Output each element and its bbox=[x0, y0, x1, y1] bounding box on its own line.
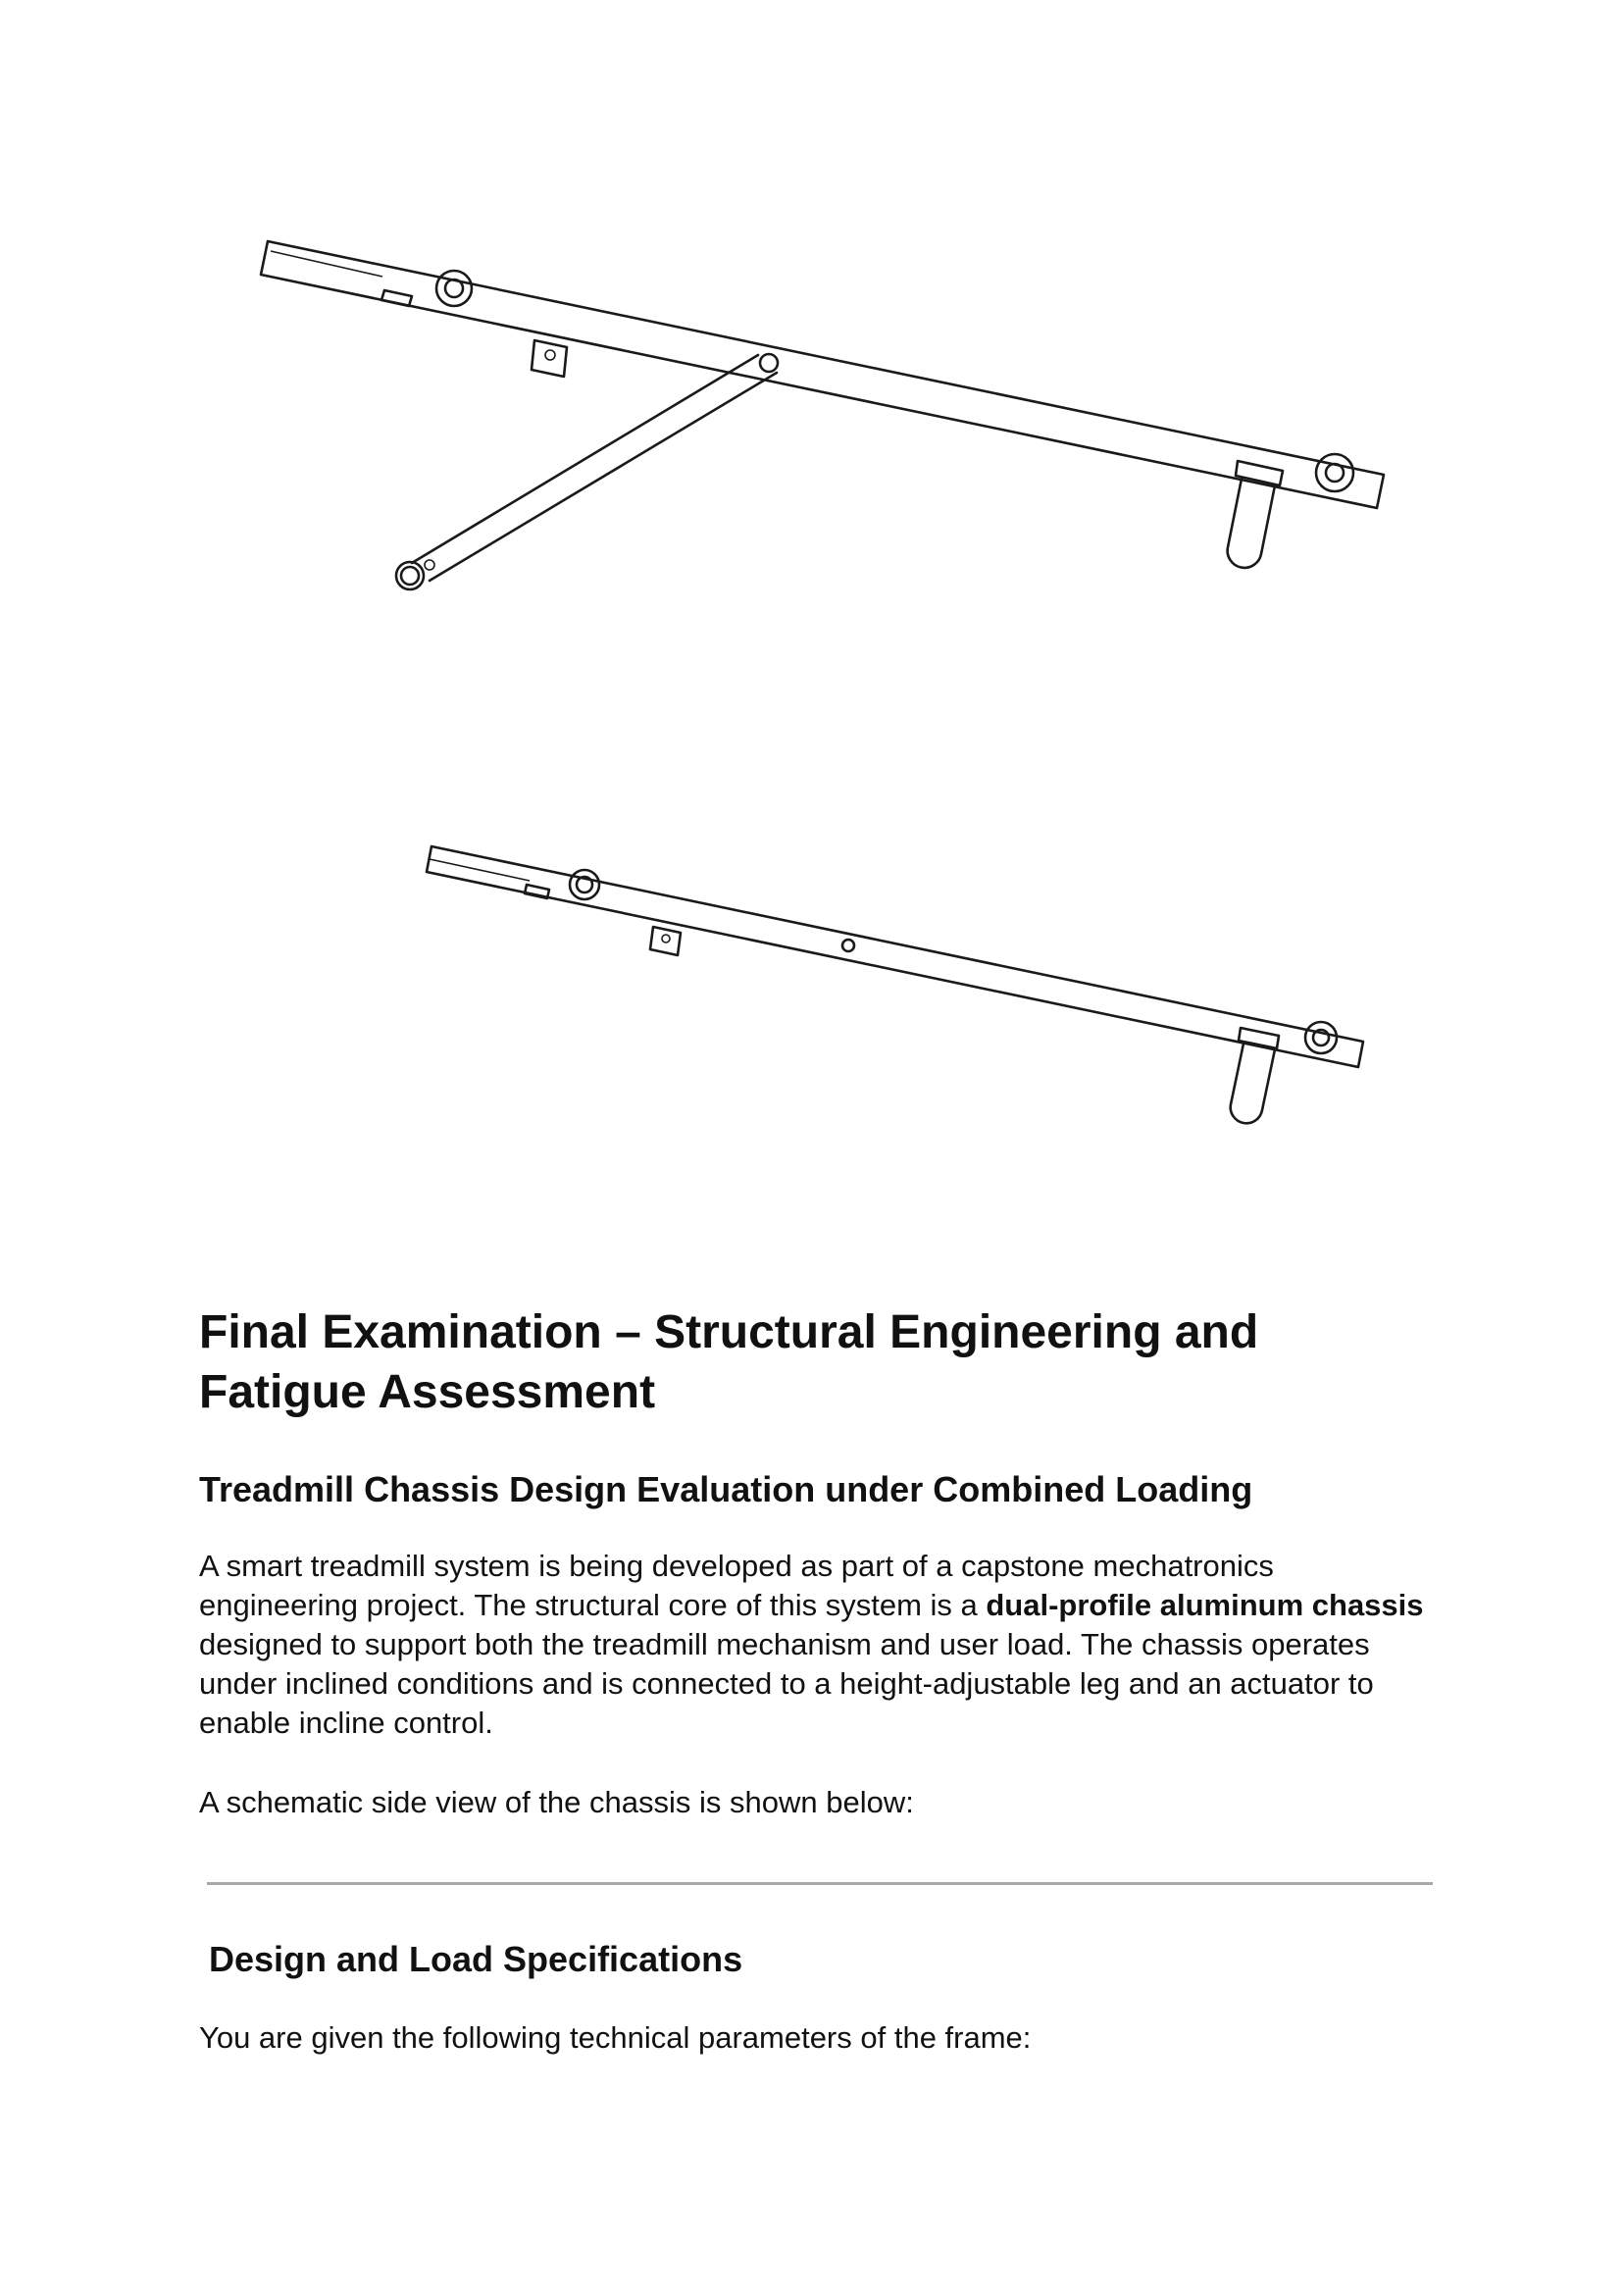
actuator-arm bbox=[396, 354, 778, 589]
intro-text-bold: dual-profile aluminum chassis bbox=[986, 1588, 1424, 1622]
chassis-rail bbox=[427, 846, 1363, 1067]
bracket bbox=[650, 927, 681, 955]
intro-text-start: A smart treadmill system is being developed as part of a capstone mechatronics engineering project. The structural core of this system is a bbox=[199, 1549, 1274, 1622]
pivot-left bbox=[570, 870, 599, 899]
intro-text-end: designed to support both the treadmill mechanism and user load. The chassis operates under inclined conditions and is connected to a height-adjustable leg and an actuator to enable incline control. bbox=[199, 1627, 1374, 1740]
adjustable-leg bbox=[1228, 461, 1283, 568]
pivot-right bbox=[1316, 454, 1353, 491]
rail-tab bbox=[381, 290, 412, 306]
section-divider bbox=[207, 1882, 1433, 1885]
center-hole bbox=[842, 940, 854, 951]
section-heading: Design and Load Specifications bbox=[209, 1939, 743, 1979]
subtitle: Treadmill Chassis Design Evaluation under Combined Loading bbox=[199, 1469, 1253, 1509]
chassis-drawing-with-actuator bbox=[0, 216, 1624, 608]
chassis-rail bbox=[261, 241, 1384, 508]
schematic-caption: A schematic side view of the chassis is shown below: bbox=[199, 1785, 914, 1819]
given-text: You are given the following technical parameters of the frame: bbox=[199, 2020, 1032, 2055]
bracket bbox=[532, 340, 567, 377]
pivot-right bbox=[1305, 1022, 1337, 1053]
chassis-drawing-without-actuator bbox=[0, 824, 1624, 1138]
page-title: Final Examination – Structural Engineering and Fatigue Assessment bbox=[199, 1306, 1259, 1418]
intro-paragraph bbox=[199, 1547, 1435, 1743]
pivot-left bbox=[436, 271, 472, 306]
